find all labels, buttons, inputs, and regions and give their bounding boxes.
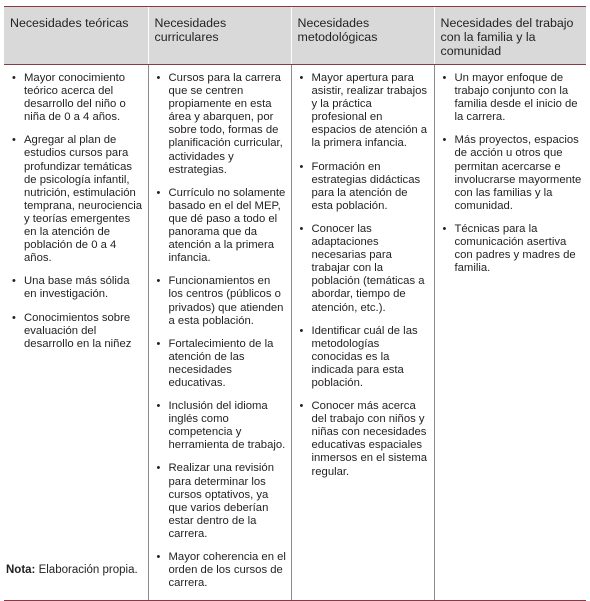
list-item: • Más proyectos, espacios de acción u otros que permitan acercarse e involucrarse mayormente con las familias y la comunidad. [441, 134, 583, 213]
column-curricular-needs [148, 65, 291, 601]
list-item: • Realizar una revisión para determinar los cursos optativos, ya que varios deberían estar dentro de la carrera. [155, 462, 287, 541]
header-row [4, 7, 586, 65]
list-item: • Conocer las adaptaciones necesarias para trabajar con la población (temáticas a abordar, tiempo de atención, etc.). [298, 223, 430, 315]
header-curricular-needs: Necesidades curriculares [148, 7, 291, 65]
note-label: Nota: [6, 564, 36, 576]
list-item: • Una base más sólida en investigación. [10, 275, 144, 301]
list-item: • Formación en estrategias didácticas para la atención de esta población. [298, 161, 430, 213]
table-row [4, 65, 586, 601]
list-item: • Un mayor enfoque de trabajo conjunto con la familia desde el inicio de la carrera. [441, 72, 583, 124]
family-community-needs-list [441, 72, 583, 275]
list-item: • Mayor coherencia en el orden de los cursos de carrera. [155, 551, 287, 590]
list-item: • Mayor conocimiento teórico acerca del desarrollo del niño o niña de 0 a 4 años. [10, 72, 144, 124]
table-body [4, 65, 586, 601]
needs-table-container [4, 6, 586, 601]
needs-table [4, 6, 586, 601]
list-item: • Funcionamientos en los centros (públicos o privados) que atienden a esta población. [155, 275, 287, 327]
header-theoretical-needs: Necesidades teóricas [4, 7, 148, 65]
list-item: • Identificar cuál de las metodologías conocidas es la indicada para esta población. [298, 325, 430, 390]
list-item: • Cursos para la carrera que se centren propiamente en esta área y abarquen, por sobre todo, formas de planificación curricular, actividades y estrategias. [155, 72, 287, 177]
list-item: • Inclusión del idioma inglés como competencia y herramienta de trabajo. [155, 400, 287, 452]
list-item: • Técnicas para la comunicación asertiva con padres y madres de familia. [441, 223, 583, 275]
column-theoretical-needs [4, 65, 148, 601]
theoretical-needs-list [10, 72, 144, 351]
column-family-community-needs [434, 65, 586, 601]
table-note [6, 563, 138, 577]
header-methodological-needs: Necesidades metodológicas [291, 7, 434, 65]
list-item: • Currículo no solamente basado en el del MEP, que dé paso a todo el panorama que da atención a la primera infancia. [155, 187, 287, 266]
curricular-needs-list [155, 72, 287, 590]
list-item: • Conocer más acerca del trabajo con niños y niñas con necesidades educativas espaciales inmersos en el sistema regular. [298, 400, 430, 479]
list-item: • Conocimientos sobre evaluación del desarrollo en la niñez [10, 312, 144, 351]
header-family-community-needs: Necesidades del trabajo con la familia y la comunidad [434, 7, 586, 65]
table-header [4, 7, 586, 65]
column-methodological-needs [291, 65, 434, 601]
list-item: • Fortalecimiento de la atención de las necesidades educativas. [155, 338, 287, 390]
list-item: • Mayor apertura para asistir, realizar trabajos y la práctica profesional en espacios de atención a la primera infancia. [298, 72, 430, 151]
note-text: Elaboración propia. [35, 564, 138, 576]
list-item: • Agregar al plan de estudios cursos para profundizar temáticas de psicología infantil, nutrición, estimulación temprana, neurociencia y teorías emergentes en la atención de población de 0 a 4 años. [10, 134, 144, 265]
methodological-needs-list [298, 72, 430, 479]
